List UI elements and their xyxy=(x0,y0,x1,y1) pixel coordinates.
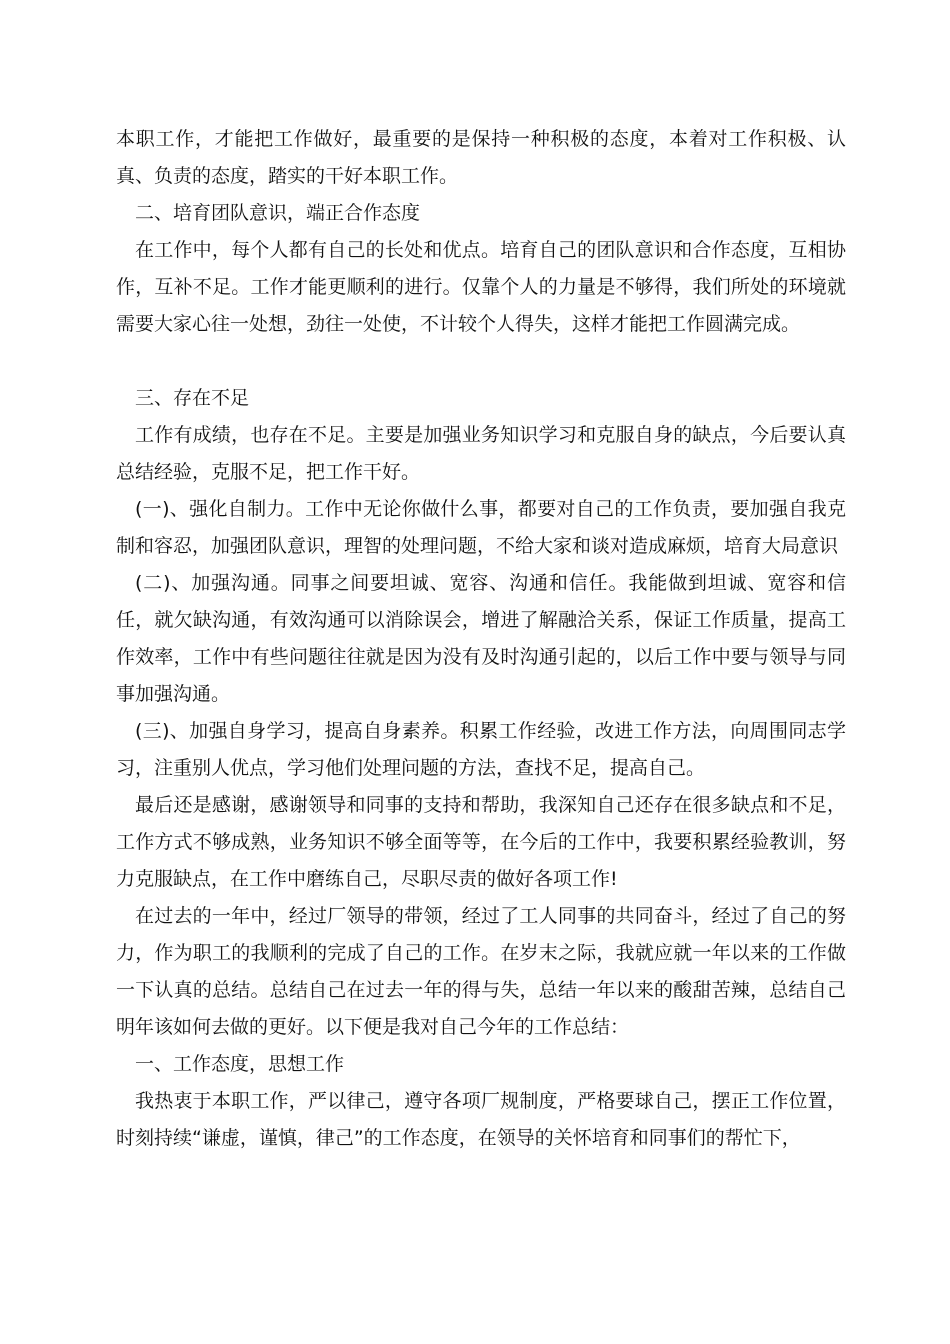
paragraph-shortcomings: 工作有成绩，也存在不足。主要是加强业务知识学习和克服自身的缺点，今后要认真总结经验，克服不足，把工作干好。 xyxy=(116,424,846,483)
section-heading-shortcomings: 三、存在不足 xyxy=(135,387,250,409)
document-body xyxy=(116,121,846,1157)
section-heading-attitude: 一、工作态度，思想工作 xyxy=(135,1053,345,1075)
list-item-self-study: (三)、加强自身学习，提高自身素养。积累工作经验，改进工作方法，向周围同志学习，注重别人优点，学习他们处理问题的方法，查找不足，提高自己。 xyxy=(116,720,846,779)
paragraph-year-review: 在过去的一年中，经过厂领导的带领，经过了工人同事的共同奋斗，经过了自己的努力，作为职工的我顺利的完成了自己的工作。在岁末之际，我就应就一年以来的工作做一下认真的总结。总结自己在过去一年的得与失，总结一年以来的酸甜苦辣，总结自己明年该如何去做的更好。以下便是我对自己今年的工作总结： xyxy=(116,905,846,1038)
section-heading-teamwork: 二、培育团队意识，端正合作态度 xyxy=(135,202,421,224)
paragraph-continuation: 本职工作，才能把工作做好，最重要的是保持一种积极的态度，本着对工作积极、认真、负责的态度，踏实的干好本职工作。 xyxy=(116,128,846,187)
list-item-self-control: (一)、强化自制力。工作中无论你做什么事，都要对自己的工作负责，要加强自我克制和容忍，加强团队意识，理智的处理问题，不给大家和谈对造成麻烦，培育大局意识 xyxy=(116,498,846,557)
paragraph-teamwork: 在工作中，每个人都有自己的长处和优点。培育自己的团队意识和合作态度，互相协作，互补不足。工作才能更顺利的进行。仅靠个人的力量是不够得，我们所处的环境就需要大家心往一处想，劲往一处使，不计较个人得失，这样才能把工作圆满完成。 xyxy=(116,239,846,335)
paragraph-thanks: 最后还是感谢，感谢领导和同事的支持和帮助，我深知自己还存在很多缺点和不足，工作方式不够成熟，业务知识不够全面等等，在今后的工作中，我要积累经验教训，努力克服缺点，在工作中磨练自己，尽职尽责的做好各项工作! xyxy=(116,794,846,890)
paragraph-attitude: 我热衷于本职工作，严以律己，遵守各项厂规制度，严格要球自己，摆正工作位置，时刻持续“谦虚，谨慎，律己”的工作态度，在领导的关怀培育和同事们的帮忙下， xyxy=(116,1090,846,1149)
blank-line xyxy=(116,343,846,380)
list-item-communication: (二)、加强沟通。同事之间要坦诚、宽容、沟通和信任。我能做到坦诚、宽容和信任，就欠缺沟通，有效沟通可以消除误会，增进了解融洽关系，保证工作质量，提高工作效率，工作中有些问题往往就是因为没有及时沟通引起的，以后工作中要与领导与同事加强沟通。 xyxy=(116,572,846,705)
